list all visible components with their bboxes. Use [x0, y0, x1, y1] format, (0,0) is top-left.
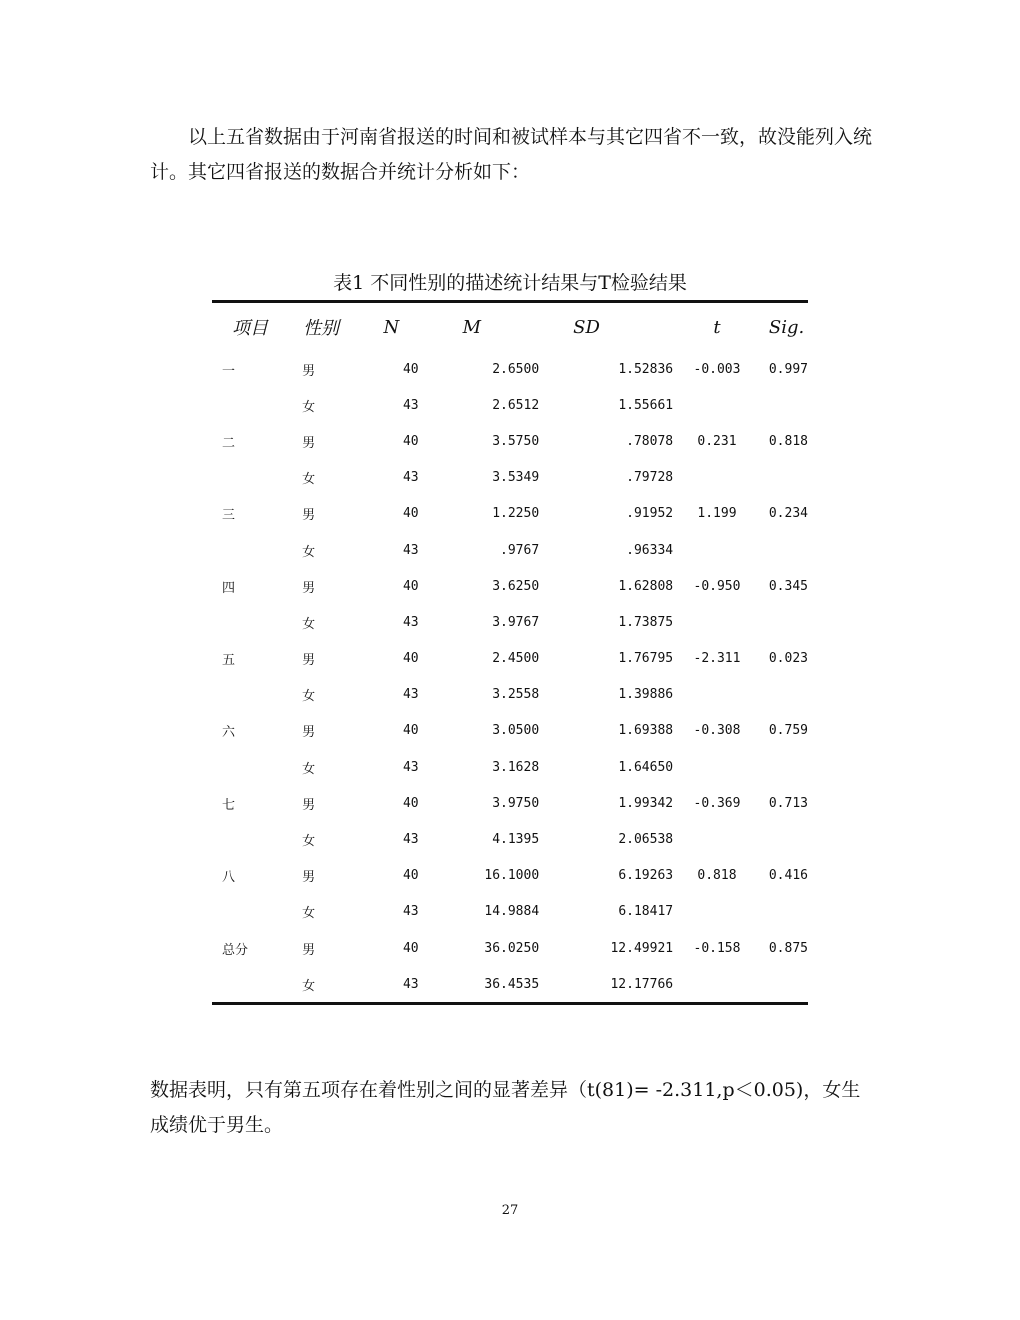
table-row: [212, 460, 808, 496]
cell-n: 43: [402, 976, 419, 992]
cell-sd: .91952: [626, 506, 674, 522]
table-row: [212, 604, 808, 640]
table-row: [212, 351, 808, 387]
cell-sig: 0.759: [768, 723, 808, 739]
cell-mean: 1.2250: [492, 506, 540, 522]
cell-item: [212, 966, 302, 1004]
table-row: [212, 568, 808, 604]
cell-t: [673, 677, 761, 713]
cell-t: -0.308: [693, 723, 741, 739]
header-sd: SD: [573, 316, 600, 338]
cell-item: 二: [222, 435, 236, 451]
cell-sd: 2.06538: [618, 832, 674, 848]
table-row: [212, 785, 808, 821]
cell-mean: 3.2558: [492, 687, 540, 703]
cell-n: 40: [402, 433, 419, 449]
cell-sd: 1.64650: [618, 759, 674, 775]
header-t: t: [713, 316, 721, 338]
header-gender: 性别: [303, 318, 340, 339]
cell-t: [673, 749, 761, 785]
cell-sd: 1.73875: [618, 614, 674, 630]
cell-n: 40: [402, 723, 419, 739]
page-number: 27: [501, 1203, 519, 1218]
cell-item: [212, 387, 302, 423]
cell-sig: 0.713: [768, 795, 808, 811]
cell-mean: 3.6250: [492, 578, 540, 594]
cell-gender: 女: [302, 472, 316, 488]
cell-item: 六: [222, 725, 236, 741]
cell-item: 五: [222, 653, 236, 669]
cell-mean: 4.1395: [492, 832, 540, 848]
statistics-table: [212, 300, 808, 1005]
table-row: [212, 387, 808, 423]
cell-sig: [761, 749, 808, 785]
cell-mean: 3.5349: [492, 470, 540, 486]
cell-sd: 6.19263: [618, 868, 674, 884]
cell-gender: 男: [302, 363, 316, 379]
cell-sd: 1.39886: [618, 687, 674, 703]
cell-sig: [761, 894, 808, 930]
cell-gender: 男: [302, 580, 316, 596]
table-row: [212, 894, 808, 930]
cell-sig: 0.416: [768, 868, 808, 884]
cell-gender: 女: [302, 399, 316, 415]
cell-n: 43: [402, 759, 419, 775]
cell-item: 总分: [222, 942, 249, 958]
cell-item: [212, 460, 302, 496]
table-body: [212, 351, 808, 1004]
cell-n: 43: [402, 832, 419, 848]
cell-gender: 女: [302, 761, 316, 777]
table-row: [212, 713, 808, 749]
table-caption: 表1 不同性别的描述统计结果与T检验结果: [333, 272, 687, 294]
cell-sd: .96334: [626, 542, 674, 558]
table-row: [212, 641, 808, 677]
cell-gender: 女: [302, 906, 316, 922]
cell-t: -0.369: [693, 795, 741, 811]
cell-sig: [761, 821, 808, 857]
cell-sd: 1.62808: [618, 578, 674, 594]
table-row: [212, 858, 808, 894]
table-row: [212, 966, 808, 1004]
cell-sig: 0.997: [768, 361, 808, 377]
cell-gender: 男: [302, 653, 316, 669]
cell-gender: 女: [302, 689, 316, 705]
cell-sd: 1.99342: [618, 795, 674, 811]
table-row: [212, 821, 808, 857]
cell-sig: [761, 387, 808, 423]
cell-sig: [761, 604, 808, 640]
intro-paragraph: 以上五省数据由于河南省报送的时间和被试样本与其它四省不一致，故没能列入统计。其它四省报送的数据合并统计分析如下：: [150, 126, 873, 183]
cell-mean: 2.6500: [492, 361, 540, 377]
cell-mean: 3.5750: [492, 433, 540, 449]
cell-item: 七: [222, 797, 236, 813]
cell-n: 40: [402, 868, 419, 884]
header-sig: Sig.: [768, 316, 805, 338]
cell-mean: 16.1000: [484, 868, 540, 884]
cell-sd: 1.55661: [618, 397, 674, 413]
cell-n: 40: [402, 940, 419, 956]
cell-sig: 0.023: [768, 651, 808, 667]
cell-mean: 3.9750: [492, 795, 540, 811]
cell-t: -0.003: [693, 361, 741, 377]
cell-sd: .79728: [626, 470, 674, 486]
cell-sd: 6.18417: [618, 904, 674, 920]
table-row: [212, 677, 808, 713]
cell-sd: 1.69388: [618, 723, 674, 739]
cell-n: 40: [402, 651, 419, 667]
cell-t: [673, 894, 761, 930]
cell-mean: 3.0500: [492, 723, 540, 739]
cell-n: 43: [402, 687, 419, 703]
cell-mean: 3.1628: [492, 759, 540, 775]
cell-t: [673, 460, 761, 496]
cell-t: [673, 387, 761, 423]
conclusion-paragraph: 数据表明，只有第五项存在着性别之间的显著差异（t(81)= -2.311,p＜0.05)，女生成绩优于男生。: [150, 1079, 861, 1136]
cell-gender: 女: [302, 978, 316, 994]
cell-gender: 男: [302, 942, 316, 958]
cell-t: -0.950: [693, 578, 741, 594]
cell-sd: 1.52836: [618, 361, 674, 377]
cell-sd: 12.17766: [610, 976, 674, 992]
cell-sd: 1.76795: [618, 651, 674, 667]
cell-mean: .9767: [500, 542, 540, 558]
cell-sig: [761, 966, 808, 1004]
cell-sig: 0.818: [768, 433, 808, 449]
cell-n: 43: [402, 614, 419, 630]
cell-item: 八: [222, 870, 236, 886]
cell-gender: 女: [302, 544, 316, 560]
table-row: [212, 532, 808, 568]
cell-item: [212, 604, 302, 640]
cell-sig: 0.234: [768, 506, 808, 522]
table-row: [212, 930, 808, 966]
cell-t: [673, 821, 761, 857]
cell-gender: 男: [302, 725, 316, 741]
cell-gender: 男: [302, 508, 316, 524]
cell-sig: [761, 677, 808, 713]
cell-gender: 女: [302, 834, 316, 850]
cell-n: 43: [402, 904, 419, 920]
table-row: [212, 423, 808, 459]
cell-n: 40: [402, 361, 419, 377]
cell-item: [212, 532, 302, 568]
cell-item: 四: [222, 580, 236, 596]
header-item: 项目: [232, 318, 268, 339]
cell-n: 43: [402, 542, 419, 558]
cell-t: [673, 966, 761, 1004]
cell-t: 0.818: [697, 868, 737, 884]
cell-item: 一: [222, 363, 236, 379]
cell-t: 1.199: [697, 506, 737, 522]
cell-gender: 女: [302, 616, 316, 632]
cell-t: [673, 604, 761, 640]
header-n: N: [383, 316, 400, 338]
cell-n: 40: [402, 578, 419, 594]
cell-n: 43: [402, 397, 419, 413]
cell-mean: 2.6512: [492, 397, 540, 413]
table-header-row: [212, 302, 808, 352]
cell-t: -2.311: [693, 651, 741, 667]
cell-sig: 0.345: [768, 578, 808, 594]
cell-item: [212, 821, 302, 857]
cell-sig: [761, 532, 808, 568]
cell-mean: 3.9767: [492, 614, 540, 630]
header-mean: M: [462, 316, 482, 338]
cell-item: 三: [222, 508, 236, 524]
cell-gender: 男: [302, 435, 316, 451]
cell-sd: 12.49921: [610, 940, 674, 956]
table-row: [212, 749, 808, 785]
cell-mean: 36.4535: [484, 976, 540, 992]
cell-n: 40: [402, 506, 419, 522]
cell-item: [212, 894, 302, 930]
cell-mean: 14.9884: [484, 904, 540, 920]
cell-t: -0.158: [693, 940, 741, 956]
cell-sd: .78078: [626, 433, 674, 449]
cell-item: [212, 749, 302, 785]
cell-sig: 0.875: [768, 940, 808, 956]
cell-gender: 男: [302, 870, 316, 886]
cell-n: 43: [402, 470, 419, 486]
cell-mean: 2.4500: [492, 651, 540, 667]
table-row: [212, 496, 808, 532]
cell-gender: 男: [302, 797, 316, 813]
cell-t: [673, 532, 761, 568]
cell-item: [212, 677, 302, 713]
cell-sig: [761, 460, 808, 496]
cell-n: 40: [402, 795, 419, 811]
cell-t: 0.231: [697, 433, 737, 449]
cell-mean: 36.0250: [484, 940, 540, 956]
